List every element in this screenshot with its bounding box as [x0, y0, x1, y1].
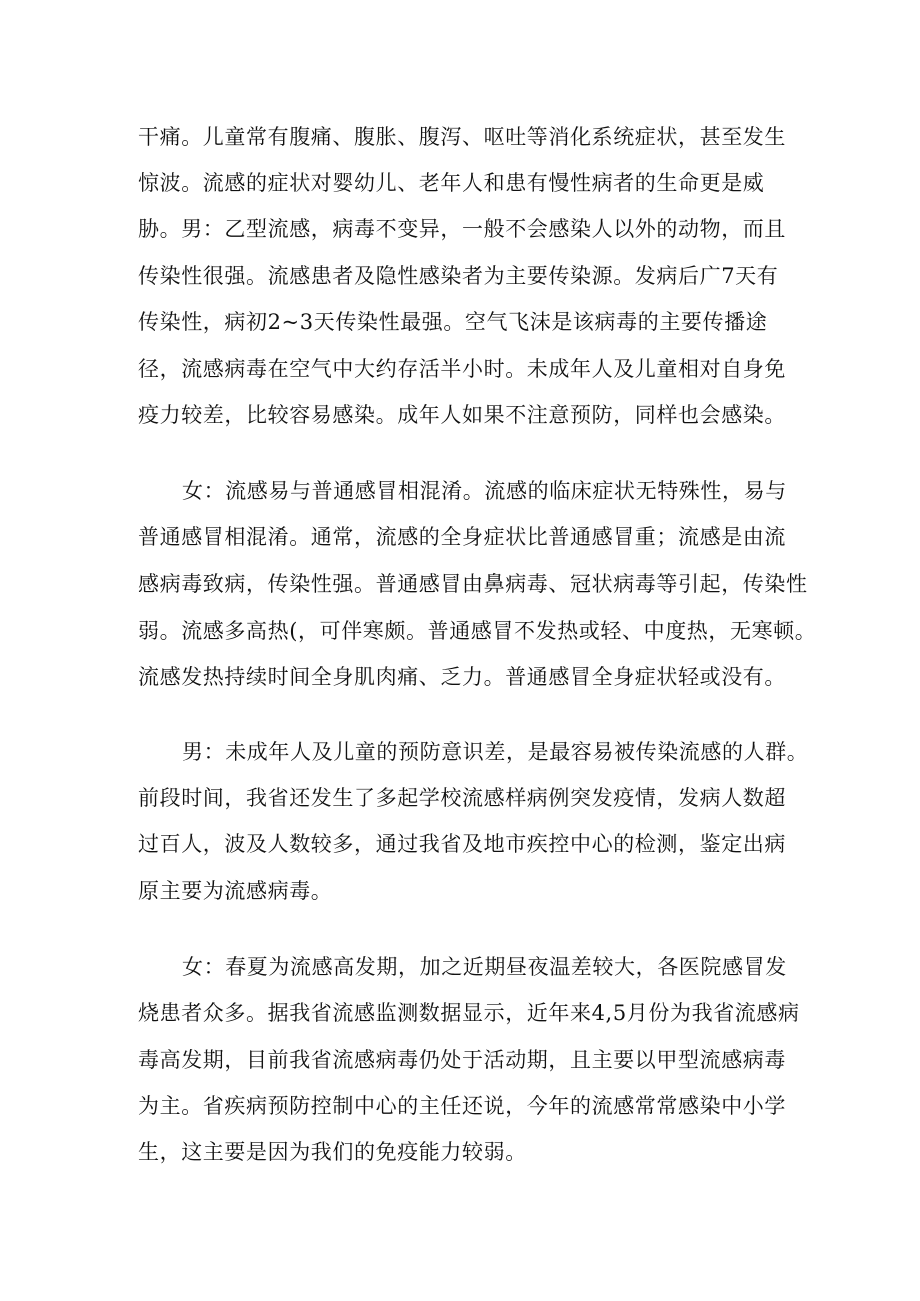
paragraph-1-line-7: 疫力较差，比较容易感染。成年人如果不注意预防，同样也会感染。	[138, 403, 786, 427]
paragraph-4-line-4: 为主。省疾病预防控制中心的主任还说，今年的流感常常感染中小学	[138, 1094, 786, 1118]
paragraph-4-line-1: 女：春夏为流感高发期，加之近期昼夜温差较大，各医院感冒发	[182, 955, 787, 979]
paragraph-2-line-1: 女：流感易与普通感冒相混淆。流感的临床症状无特殊性，易与	[182, 479, 787, 503]
paragraph-3-line-1: 男：未成年人及儿童的预防意识差，是最容易被传染流感的人群。	[182, 740, 809, 764]
paragraph-3-line-4: 原主要为流感病毒。	[138, 879, 333, 903]
paragraph-4-line-3: 毒高发期，目前我省流感病毒仍处于活动期，且主要以甲型流感病毒	[138, 1048, 786, 1072]
paragraph-2-line-5: 流感发热持续时间全身肌肉痛、乏力。普通感冒全身症状轻或没有。	[138, 665, 786, 689]
paragraph-1-line-2: 惊波。流感的症状对婴幼儿、老年人和患有慢性病者的生命更是威	[138, 171, 765, 195]
paragraph-1-line-6: 径，流感病毒在空气中大约存活半小时。未成年人及儿童相对自身免	[138, 357, 786, 381]
paragraph-3-line-3: 过百人，波及人数较多，通过我省及地市疾控中心的检测，鉴定出病	[138, 832, 786, 856]
paragraph-4-line-5: 生，这主要是因为我们的免疫能力较弱。	[138, 1140, 527, 1164]
paragraph-1-line-5: 传染性，病初2~3天传染性最强。空气飞沫是该病毒的主要传播途	[138, 310, 768, 334]
paragraph-3-line-2: 前段时间，我省还发生了多起学校流感样病例突发疫情，发病人数超	[138, 786, 786, 810]
paragraph-1-line-1: 干痛。儿童常有腹痛、腹胀、腹泻、呕吐等消化系统症状，甚至发生	[138, 125, 786, 149]
paragraph-1-line-3: 胁。男：乙型流感，病毒不变异，一般不会感染人以外的动物，而且	[138, 217, 786, 241]
paragraph-2-line-2: 普通感冒相混淆。通常，流感的全身症状比普通感冒重；流感是由流	[138, 525, 786, 549]
paragraph-1-line-4: 传染性很强。流感患者及隐性感染者为主要传染源。发病后广7天有	[138, 264, 779, 288]
paragraph-2-line-4: 弱。流感多高热(，可伴寒颇。普通感冒不发热或轻、中度热，无寒顿。	[138, 619, 817, 643]
paragraph-2-line-3: 感病毒致病，传染性强。普通感冒由鼻病毒、冠状病毒等引起，传染性	[138, 572, 808, 596]
paragraph-4-line-2: 烧患者众多。据我省流感监测数据显示，近年来4,5月份为我省流感病	[138, 1001, 800, 1025]
